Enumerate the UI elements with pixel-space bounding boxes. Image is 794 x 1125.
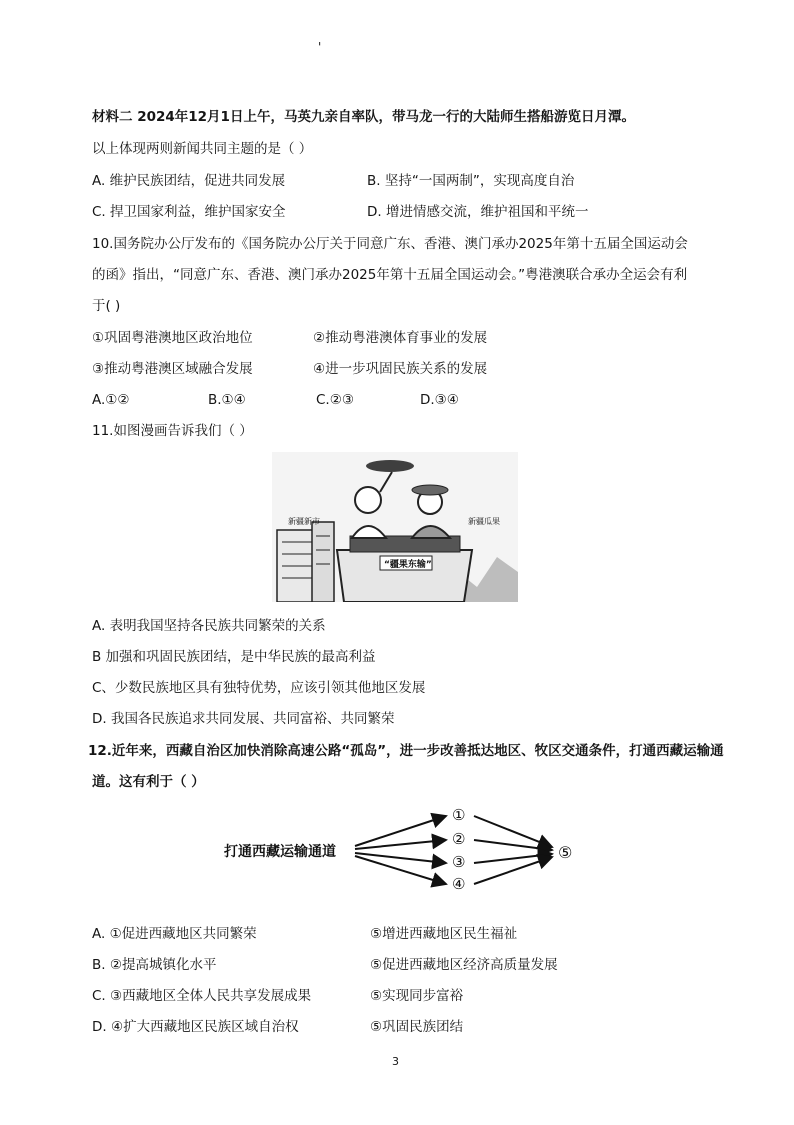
diagram-node-2: ②: [452, 830, 466, 848]
page-number: 3: [392, 1055, 399, 1068]
q12-option-b-left: B. ②提高城镇化水平: [92, 957, 217, 973]
q12-stem-line1: 12.近年来，西藏自治区加快消除高速公路“孤岛”，进一步改善抵达地区、牧区交通条件，打通西藏运输通: [88, 743, 724, 759]
q10-item-3: ③推动粤港澳区域融合发展: [92, 361, 253, 377]
q11-option-a: A. 表明我国坚持各民族共同繁荣的关系: [92, 618, 326, 634]
comic-label-left: 新疆新市: [288, 517, 320, 526]
q10-choice-b: B.①④: [208, 392, 246, 408]
q11-stem: 11.如图漫画告诉我们（ ）: [92, 423, 253, 439]
q12-option-c-right: ⑤实现同步富裕: [370, 988, 464, 1004]
comic-label-center: “疆果东输”: [384, 560, 432, 570]
q10-item-2: ②推动粤港澳体育事业的发展: [313, 330, 488, 346]
q9-option-d: D. 增进情感交流，维护祖国和平统一: [367, 204, 589, 220]
material-two: 材料二 2024年12月1日上午，马英九亲自率队，带马龙一行的大陆师生搭船游览日月潭。: [92, 109, 635, 125]
q11-option-b: B 加强和巩固民族团结，是中华民族的最高利益: [92, 649, 376, 665]
diagram-node-3: ③: [452, 853, 466, 871]
q10-choice-d: D.③④: [420, 392, 459, 408]
arrow-to-node-3: [355, 853, 446, 863]
melon-icon: [366, 460, 414, 472]
diagram-source: 打通西藏运输通道: [224, 844, 336, 860]
comic-label-right: 新疆瓜果: [468, 517, 500, 526]
q10-item-1: ①巩固粤港澳地区政治地位: [92, 330, 253, 346]
q10-item-4: ④进一步巩固民族关系的发展: [313, 361, 488, 377]
comic-illustration: [272, 452, 518, 602]
diagram-node-4: ④: [452, 875, 466, 893]
q9-option-a: A. 维护民族团结，促进共同发展: [92, 173, 286, 189]
building-icon: [277, 522, 334, 602]
diagram-node-1: ①: [452, 806, 466, 824]
q12-option-b-right: ⑤促进西藏地区经济高质量发展: [370, 957, 558, 973]
q9-stem: 以上体现两则新闻共同主题的是（ ）: [92, 141, 313, 157]
q11-option-d: D. 我国各民族追求共同发展、共同富裕、共同繁荣: [92, 711, 395, 727]
q9-option-b: B. 坚持“一国两制”，实现高度自治: [367, 173, 575, 189]
q12-stem-line2: 道。这有利于（ ）: [92, 774, 205, 790]
flow-diagram: [220, 800, 600, 900]
q12-option-d-left: D. ④扩大西藏地区民族区域自治权: [92, 1019, 299, 1035]
diagram-target: ⑤: [558, 843, 573, 862]
q9-option-c: C. 捍卫国家利益，维护国家安全: [92, 204, 286, 220]
q12-option-a-right: ⑤增进西藏地区民生福祉: [370, 926, 518, 942]
stray-mark: ': [318, 40, 322, 54]
q12-option-c-left: C. ③西藏地区全体人民共享发展成果: [92, 988, 312, 1004]
q10-stem-line1: 10.国务院办公厅发布的《国务院办公厅关于同意广东、香港、澳门承办2025年第十五届全国运动会: [92, 236, 688, 252]
q11-option-c: C、少数民族地区具有独特优势，应该引领其他地区发展: [92, 680, 426, 696]
q12-option-d-right: ⑤巩固民族团结: [370, 1019, 464, 1035]
q10-stem-line2: 的函》指出，“同意广东、香港、澳门承办2025年第十五届全国运动会。”粤港澳联合承办全运会有利: [92, 267, 688, 283]
q10-stem-line3: 于( ): [92, 298, 121, 314]
arrow-to-node-4: [355, 856, 446, 884]
q12-option-a-left: A. ①促进西藏地区共同繁荣: [92, 926, 257, 942]
q10-choice-a: A.①②: [92, 392, 130, 408]
q10-choice-c: C.②③: [316, 392, 354, 408]
